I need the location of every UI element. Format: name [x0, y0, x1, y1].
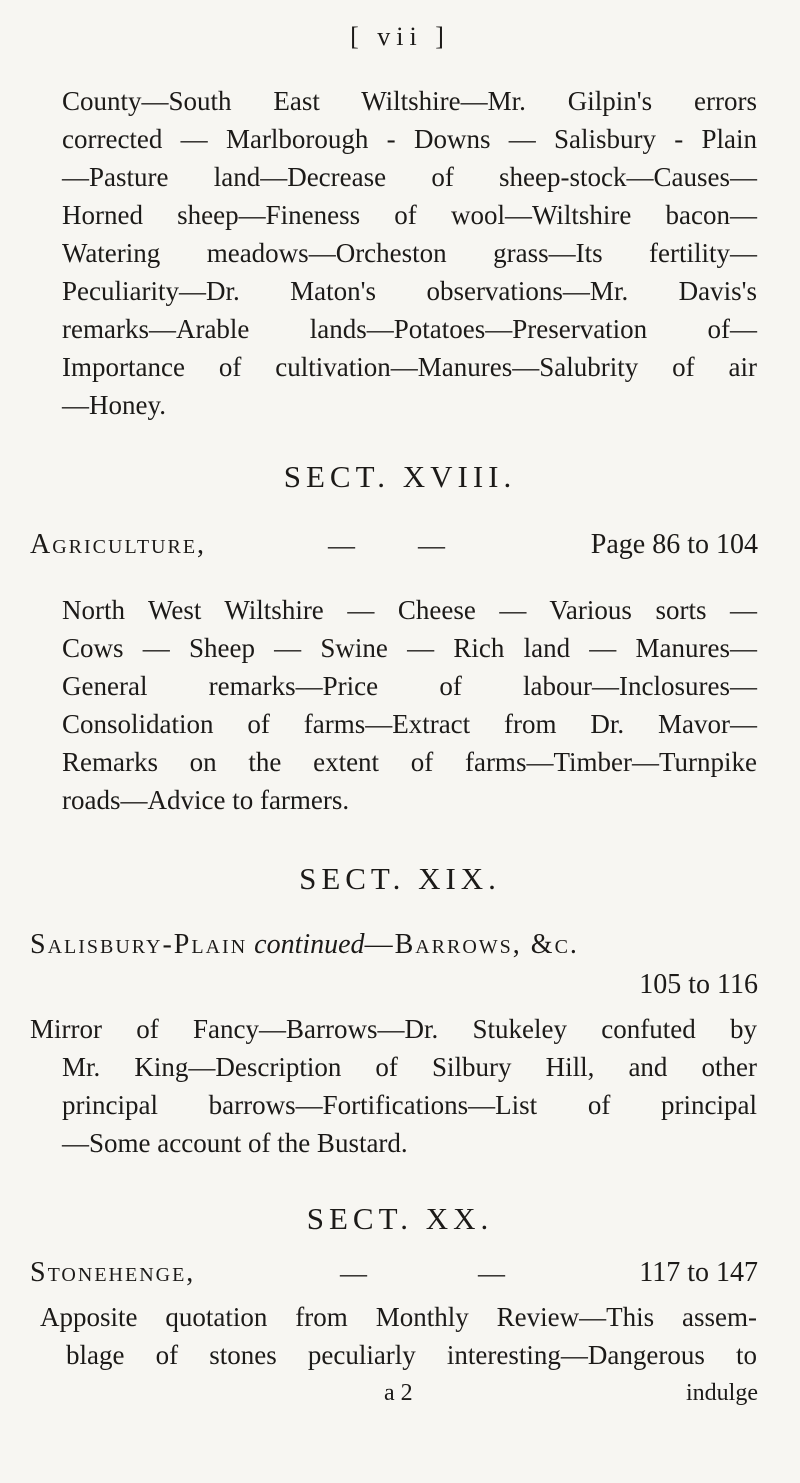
text-line: County—South East Wiltshire—Mr. Gilpin's errors	[62, 86, 757, 116]
continued-label: continued	[254, 929, 365, 960]
section-heading: SECT. XIX.	[299, 861, 501, 896]
page-range: Page 86 to 104	[590, 529, 758, 560]
text-line: General remarks—Price of labour—Inclosures—	[62, 671, 757, 701]
section-subtitle: —Barrows, &c.	[364, 929, 579, 960]
leader-dash: —	[478, 1258, 505, 1288]
text-line: Watering meadows—Orcheston grass—Its fertility—	[62, 238, 757, 268]
text-line: Remarks on the extent of farms—Timber—Turnpike	[62, 747, 757, 777]
text-line: Mr. King—Description of Silbury Hill, and other	[62, 1052, 757, 1082]
text-line: blage of stones peculiarly interesting—Dangerous to	[66, 1340, 757, 1370]
text-line: roads—Advice to farmers.	[62, 785, 350, 815]
text-line: corrected — Marlborough - Downs — Salisbury - Plain	[62, 124, 757, 154]
signature-mark: a 2	[384, 1380, 413, 1406]
text-line: principal barrows—Fortifications—List of principal	[62, 1090, 757, 1120]
text-line: Importance of cultivation—Manures—Salubrity of air	[62, 352, 757, 382]
text-line: North West Wiltshire — Cheese — Various sorts —	[62, 595, 757, 625]
text-line: Horned sheep—Fineness of wool—Wiltshire bacon—	[62, 200, 757, 230]
page-range: 117 to 147	[639, 1257, 758, 1288]
section-title: Stonehenge,	[30, 1257, 196, 1288]
page-range: 105 to 116	[639, 969, 758, 1000]
text-line: —Pasture land—Decrease of sheep-stock—Causes—	[62, 162, 757, 192]
leader-dash: —	[340, 1258, 367, 1288]
text-line: Mirror of Fancy—Barrows—Dr. Stukeley confuted by	[30, 1014, 757, 1044]
section-heading: SECT. XVIII.	[283, 459, 517, 494]
text-line: —Some account of the Bustard.	[62, 1128, 408, 1158]
text-line: —Honey.	[62, 390, 166, 420]
catchword: indulge	[686, 1380, 758, 1406]
leader-dash: —	[418, 530, 445, 560]
section-title: Agriculture,	[30, 529, 207, 560]
text-line: Consolidation of farms—Extract from Dr. Mavor—	[62, 709, 757, 739]
section-heading: SECT. XX.	[306, 1201, 494, 1236]
text-line: Apposite quotation from Monthly Review—This assem-	[40, 1302, 757, 1332]
section-title-line	[30, 928, 579, 962]
text-line: Cows — Sheep — Swine — Rich land — Manures—	[62, 633, 757, 663]
section-title: Salisbury-Plain	[30, 929, 248, 960]
text-line: remarks—Arable lands—Potatoes—Preservation of—	[62, 314, 757, 344]
page-number: [ vii ]	[350, 22, 450, 51]
text-line: Peculiarity—Dr. Maton's observations—Mr. Davis's	[62, 276, 757, 306]
leader-dash: —	[328, 530, 355, 560]
